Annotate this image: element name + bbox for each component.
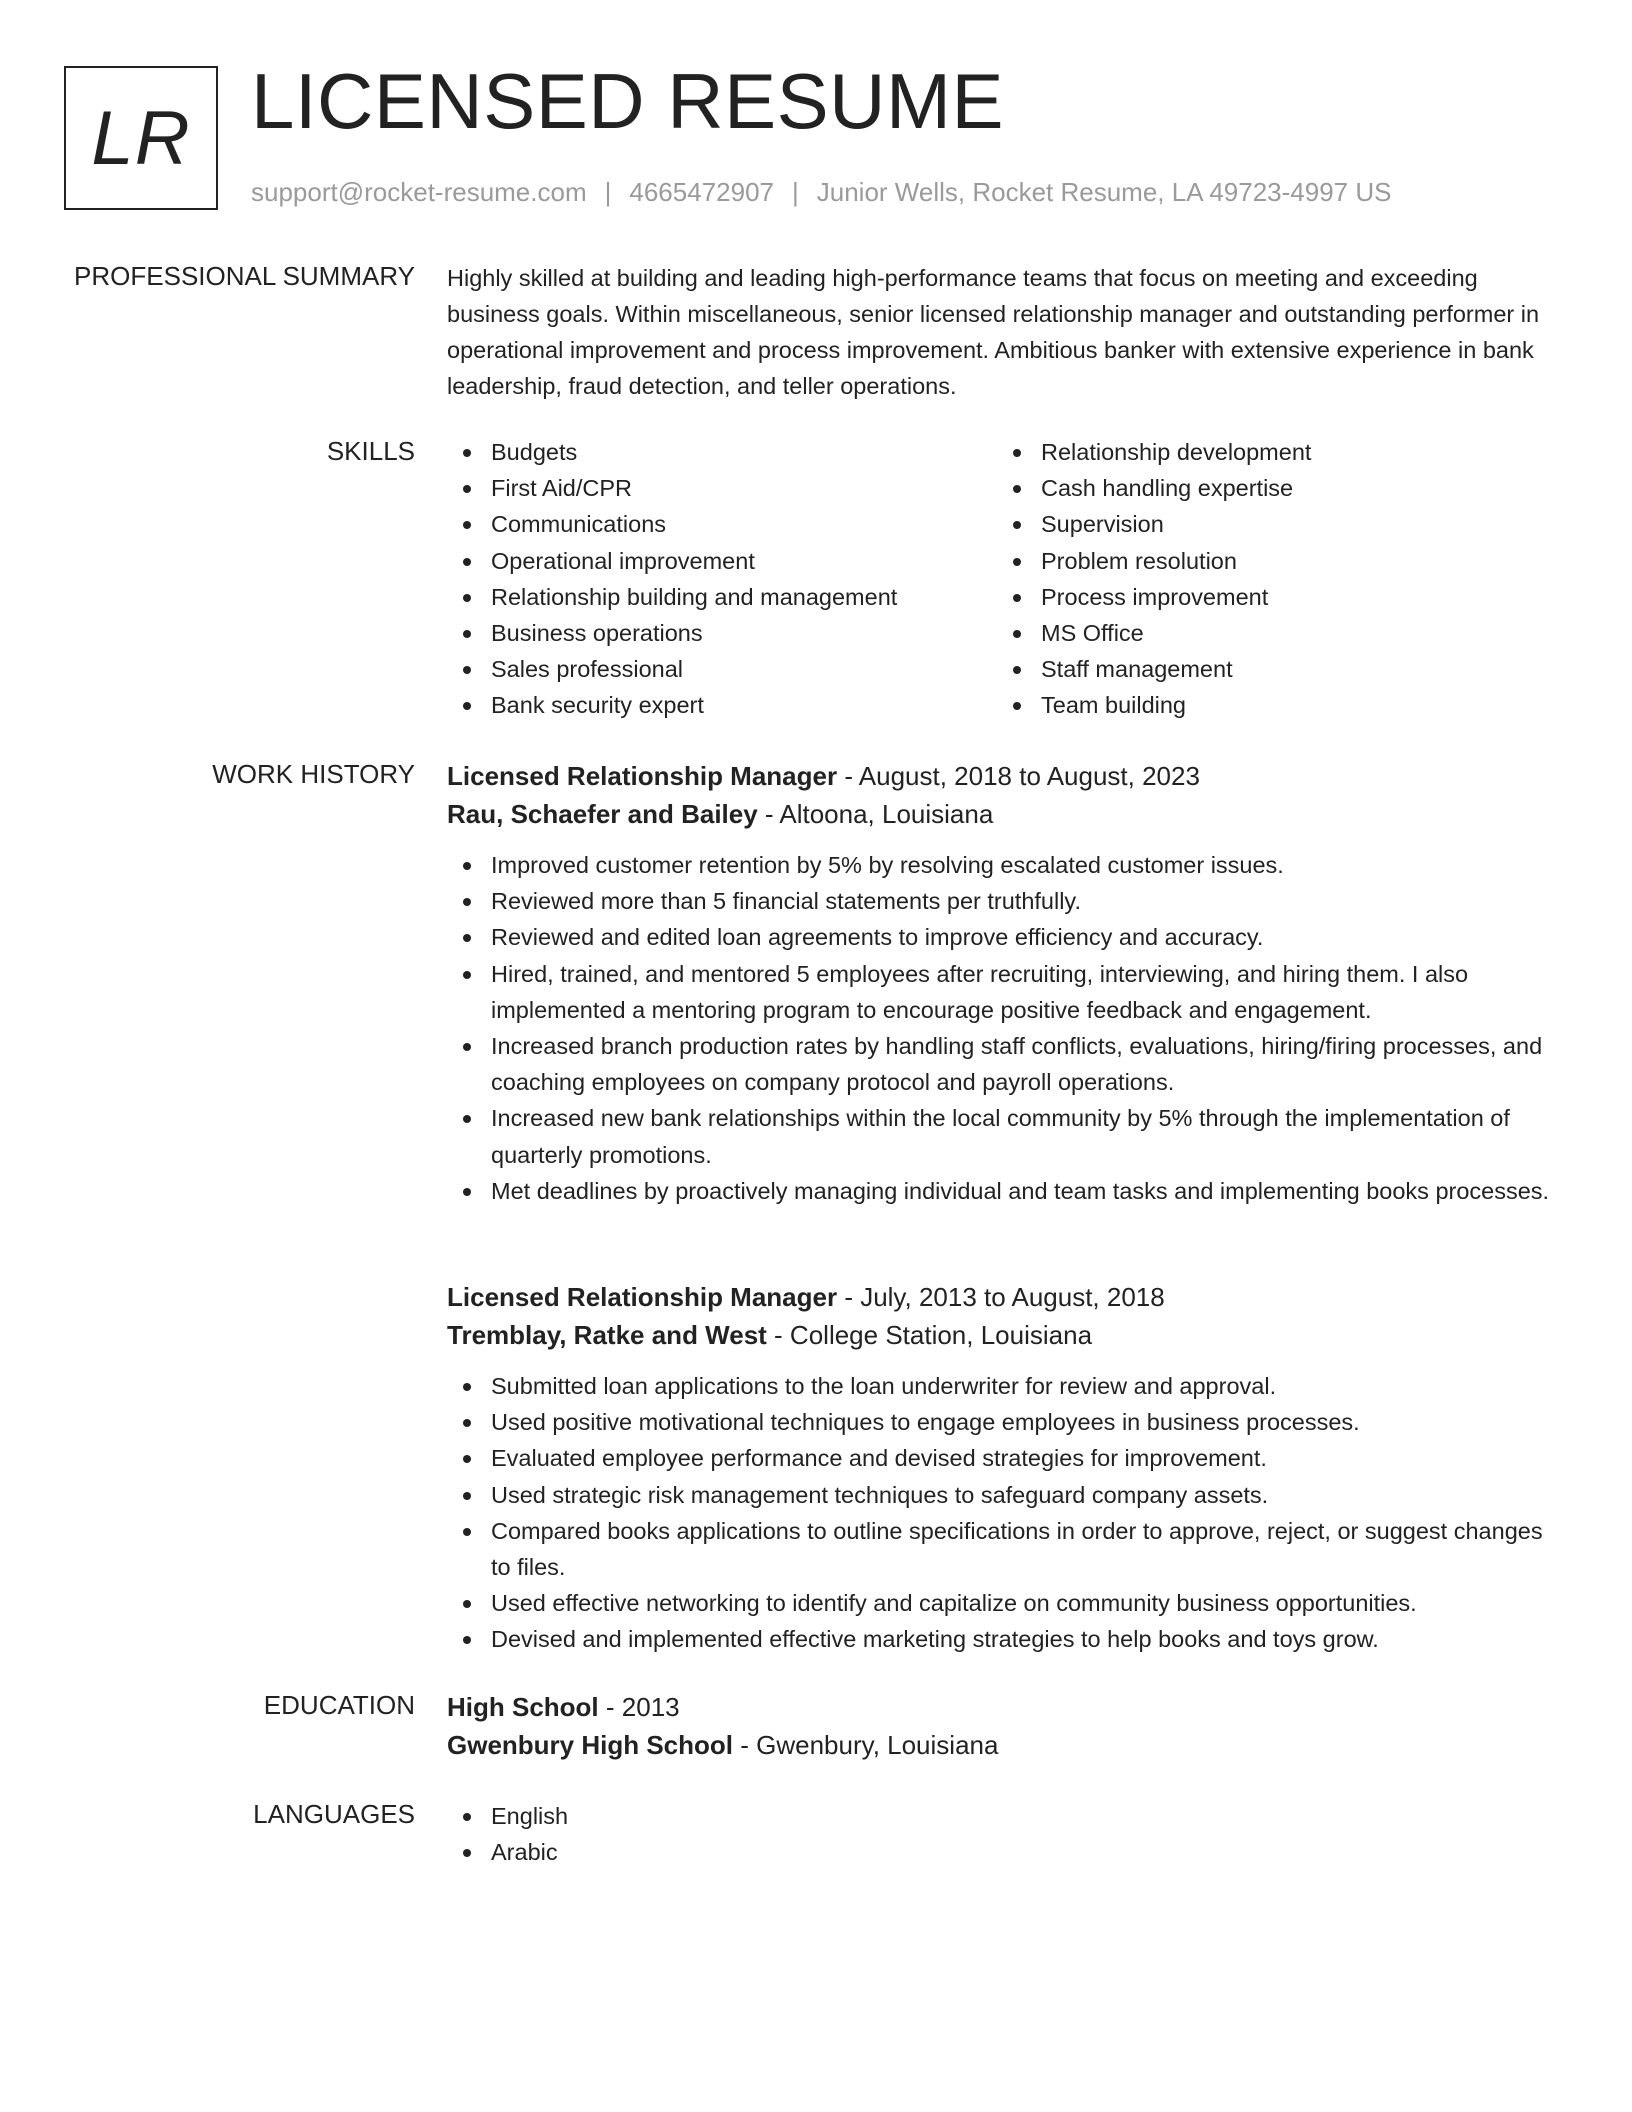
languages-list: [447, 1798, 1567, 1870]
language-item: English: [447, 1798, 1567, 1834]
skills-list-left: [447, 434, 997, 724]
job-dates: - July, 2013 to August, 2018: [837, 1282, 1165, 1312]
job-dates: - August, 2018 to August, 2023: [837, 761, 1200, 791]
job-bullet: Devised and implemented effective marketing strategies to help books and toys grow.: [447, 1621, 1567, 1657]
skill-item: Process improvement: [997, 579, 1547, 615]
job-title: Licensed Relationship Manager: [447, 1282, 838, 1312]
job-entry: [447, 1278, 1567, 1658]
skill-item: Relationship development: [997, 434, 1547, 470]
job-bullet: Reviewed more than 5 financial statements per truthfully.: [447, 883, 1567, 919]
education-location: - Gwenbury, Louisiana: [733, 1730, 999, 1760]
section-label-summary: PROFESSIONAL SUMMARY: [74, 261, 415, 291]
skill-item: Operational improvement: [447, 543, 997, 579]
skill-item: Cash handling expertise: [997, 470, 1547, 506]
contact-address: Junior Wells, Rocket Resume, LA 49723-4997 US: [816, 177, 1392, 207]
job-bullet: Used strategic risk management techniques to safeguard company assets.: [447, 1477, 1567, 1513]
contact-separator: |: [792, 177, 799, 207]
job-bullet: Compared books applications to outline specifications in order to approve, reject, or suggest changes to files.: [447, 1513, 1567, 1585]
skill-item: MS Office: [997, 615, 1547, 651]
job-entry: [447, 757, 1567, 1209]
contact-line: [251, 175, 1391, 209]
skill-item: Communications: [447, 506, 997, 542]
job-bullet: Used positive motivational techniques to engage employees in business processes.: [447, 1404, 1567, 1440]
job-title-line: [447, 1278, 1567, 1316]
monogram-box: [64, 66, 218, 210]
job-bullet: Hired, trained, and mentored 5 employees after recruiting, interviewing, and hiring them. I also implemented a mentoring program to encourage positive feedback and engagement.: [447, 956, 1567, 1028]
section-label-work-history: WORK HISTORY: [212, 759, 415, 789]
language-item: Arabic: [447, 1834, 1567, 1870]
education-school: Gwenbury High School: [447, 1730, 734, 1760]
job-bullet: Used effective networking to identify and capitalize on community business opportunities.: [447, 1585, 1567, 1621]
job-company: Tremblay, Ratke and West: [447, 1320, 767, 1350]
job-location: - Altoona, Louisiana: [757, 799, 994, 829]
education-degree: High School: [447, 1692, 599, 1722]
job-bullet: Increased new bank relationships within the local community by 5% through the implementation of quarterly promotions.: [447, 1100, 1567, 1172]
job-bullet: Reviewed and edited loan agreements to improve efficiency and accuracy.: [447, 919, 1567, 955]
job-bullet: Submitted loan applications to the loan underwriter for review and approval.: [447, 1368, 1567, 1404]
skill-item: Business operations: [447, 615, 997, 651]
job-bullet: Improved customer retention by 5% by resolving escalated customer issues.: [447, 847, 1567, 883]
skill-item: Problem resolution: [997, 543, 1547, 579]
skill-item: Supervision: [997, 506, 1547, 542]
job-bullet: Met deadlines by proactively managing individual and team tasks and implementing books processes.: [447, 1173, 1567, 1209]
job-title-line: [447, 757, 1567, 795]
summary-text: Highly skilled at building and leading high-performance teams that focus on meeting and exceeding business goals. Within miscellaneous, senior licensed relationship manager and outstanding performer in operational improvement and process improvement. Ambitious banker with extensive experience in bank leadership, fraud detection, and teller operations.: [447, 265, 1540, 399]
skill-item: Staff management: [997, 651, 1547, 687]
contact-phone: 4665472907: [629, 177, 774, 207]
skill-item: Bank security expert: [447, 687, 997, 723]
skill-item: First Aid/CPR: [447, 470, 997, 506]
job-title: Licensed Relationship Manager: [447, 761, 838, 791]
skills-list-right: [997, 434, 1547, 724]
education-year: - 2013: [598, 1692, 680, 1722]
job-company-line: [447, 795, 1567, 833]
section-label-skills: SKILLS: [326, 436, 415, 466]
skill-item: Relationship building and management: [447, 579, 997, 615]
job-location: - College Station, Louisiana: [766, 1320, 1093, 1350]
skill-item: Budgets: [447, 434, 997, 470]
job-bullet-list: [447, 1368, 1567, 1658]
contact-separator: |: [604, 177, 612, 207]
contact-email: support@rocket-resume.com: [251, 177, 587, 207]
education-school-line: [447, 1726, 1567, 1764]
job-bullet: Increased branch production rates by handling staff conflicts, evaluations, hiring/firing processes, and coaching employees on company protocol and payroll operations.: [447, 1028, 1567, 1100]
resume-name: LICENSED RESUME: [251, 57, 1004, 145]
education-degree-line: [447, 1688, 1567, 1726]
monogram-initials: LR: [91, 95, 191, 181]
job-company: Rau, Schaefer and Bailey: [447, 799, 758, 829]
job-company-line: [447, 1316, 1567, 1354]
job-bullet-list: [447, 847, 1567, 1209]
skill-item: Team building: [997, 687, 1547, 723]
skill-item: Sales professional: [447, 651, 997, 687]
section-label-education: EDUCATION: [263, 1690, 415, 1720]
section-label-languages: LANGUAGES: [253, 1799, 415, 1829]
job-bullet: Evaluated employee performance and devised strategies for improvement.: [447, 1440, 1567, 1476]
